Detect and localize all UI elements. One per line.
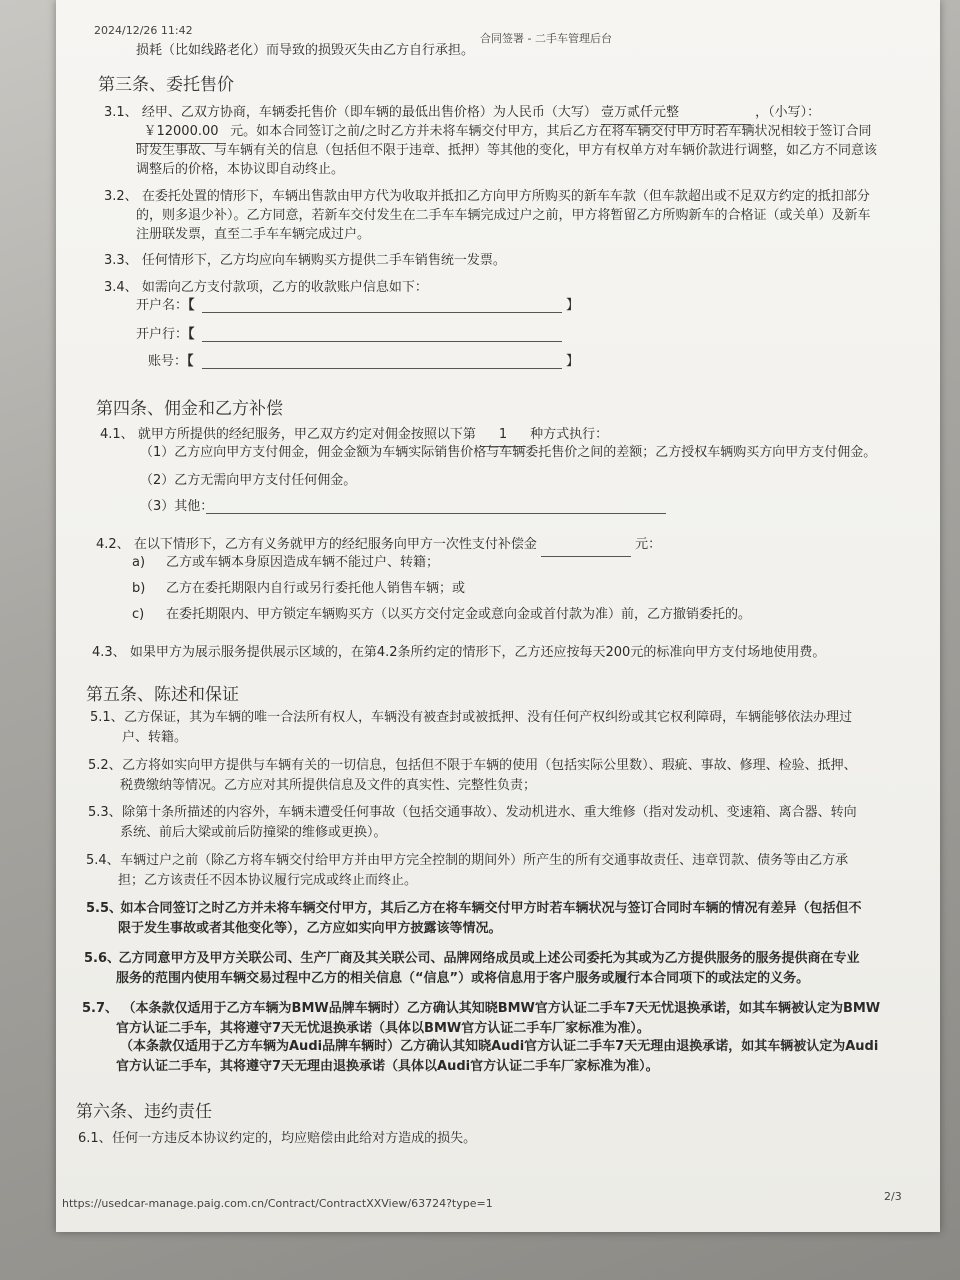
- clause-number: 5.3、: [88, 805, 122, 820]
- clause-number: 3.1、: [104, 105, 138, 120]
- bracket-close: 】: [566, 298, 580, 313]
- condition-b: b) 乙方在委托期限内自行或另行委托他人销售车辆；或: [132, 581, 466, 596]
- clause-text: 担；乙方该责任不因本协议履行完成或终止而终止。: [118, 873, 418, 888]
- account-name-field: [202, 312, 562, 313]
- clause-text: 任何一方违反本协议约定的，均应赔偿由此给对方造成的损失。: [112, 1131, 477, 1146]
- clause-text: 如需向乙方支付款项，乙方的收款账户信息如下：: [141, 280, 428, 295]
- commission-other-field: [206, 513, 666, 514]
- clause-text: 官方认证二手车，其将遵守7天无理由退换承诺（具体以Audi官方认证二手车厂家标准为准）。: [116, 1059, 659, 1074]
- clause-text: 经甲、乙双方协商，车辆委托售价（即车辆的最低出售价格）为人民币（大写）: [141, 105, 597, 120]
- clause-number: 3.2、: [104, 189, 138, 204]
- clause-text: 注册联发票，直至二手车车辆完成过户。: [136, 227, 371, 242]
- clause-text: 时发生事故、与车辆有关的信息（包括但不限于违章、抵押）等其他的变化，甲方有权单方对车辆价款进行调整，如乙方不同意该: [136, 143, 878, 158]
- clause-text: 在以下情形下，乙方有义务就甲方的经纪服务向甲方一次性支付补偿金: [133, 537, 537, 552]
- clause-text: 服务的范围内使用车辆交易过程中乙方的相关信息（“信息”）或将信息用于客户服务或履行本合同项下的或法定的义务。: [116, 971, 810, 986]
- print-datetime: 2024/12/26 11:42: [94, 24, 193, 37]
- article-5-heading: 第五条、陈述和保证: [86, 685, 239, 705]
- clause-number: 4.1、: [100, 427, 134, 442]
- clause-number: 5.6、: [84, 951, 121, 966]
- clause-text: 任何情形下，乙方均应向车辆购买方提供二手车销售统一发票。: [141, 253, 506, 268]
- article-4-heading: 第四条、佣金和乙方补偿: [96, 399, 283, 419]
- clause-5-4: [86, 850, 848, 872]
- clause-text: 元：: [635, 537, 662, 552]
- clause-text: 的，则多退少补）。乙方同意，若新车交付发生在二手车车辆完成过户之前，甲方将暂留乙方所购新车的合格证（或关单）及新车: [136, 208, 871, 223]
- clause-text: 官方认证二手车，其将遵守7天无忧退换承诺（具体以BMW官方认证二手车厂家标准为准）。: [116, 1021, 650, 1036]
- clause-5-3: [88, 802, 857, 824]
- clause-number: 5.7、: [82, 1001, 119, 1016]
- account-number-field: [202, 368, 562, 369]
- clause-number: 5.5、: [86, 901, 123, 916]
- print-page-title: 合同签署 - 二手车管理后台: [480, 32, 612, 45]
- bracket-close: 】: [566, 354, 580, 369]
- clause-5-2: [88, 755, 857, 777]
- account-name-row: 开户名：【: [136, 298, 195, 313]
- clause-5-5: [86, 898, 862, 920]
- clause-text: 限于发生事故或者其他变化等），乙方应如实向甲方披露该等情况。: [118, 921, 502, 936]
- commission-option-1: （1）乙方应向甲方支付佣金，佣金金额为车辆实际销售价格与车辆委托售价之间的差额；乙方授权车辆购买方向甲方支付佣金。: [140, 445, 877, 460]
- clause-text: 种方式执行：: [530, 427, 609, 442]
- condition-c: c) 在委托期限内、甲方锁定车辆购买方（以买方交付定金或意向金或首付款为准）前，乙方撤销委托的。: [132, 607, 752, 622]
- account-bank-field: [202, 341, 562, 342]
- contract-page: [56, 0, 940, 1232]
- price-lowercase-field: ￥12000.00: [136, 121, 226, 144]
- clause-5-7: [82, 998, 880, 1020]
- clause-text: 如果甲方为展示服务提供展示区域的，在第4.2条所约定的情形下，乙方还应按每天200元的标准向甲方支付场地使用费。: [129, 645, 826, 660]
- clause-6-1: [78, 1128, 476, 1150]
- clause-number: 4.3、: [92, 645, 126, 660]
- clause-number: 5.4、: [86, 853, 120, 868]
- article-6-heading: 第六条、违约责任: [76, 1102, 212, 1122]
- carry-over-line: 损耗（比如线路老化）而导致的损毁灭失由乙方自行承担。: [136, 43, 475, 58]
- account-bank-label: 开户行：: [136, 327, 189, 342]
- clause-text: （本条款仅适用于乙方车辆为Audi品牌车辆时）乙方确认其知晓Audi官方认证二手车7天无理由退换承诺，如其车辆被认定为Audi: [120, 1039, 879, 1054]
- clause-text: 元。如本合同签订之前/之时乙方并未将车辆交付甲方，其后乙方在将车辆交付甲方时若车辆状况相较于签订合同: [230, 124, 872, 139]
- clause-text: 在委托处置的情形下，车辆出售款由甲方代为收取并抵扣乙方向甲方所购买的新车车款（但车款超出或不足双方约定的抵扣部分: [141, 189, 870, 204]
- account-number-row: 账号：【: [148, 354, 194, 369]
- clause-text: 调整后的价格，本协议即自动终止。: [136, 162, 345, 177]
- clause-number: 4.2、: [96, 537, 130, 552]
- clause-4-3: [92, 642, 825, 664]
- clause-number: 5.1、: [90, 710, 124, 725]
- clause-5-1: [90, 707, 852, 729]
- clause-text: 税费缴纳等情况。乙方应对其所提供信息及文件的真实性、完整性负责；: [120, 778, 537, 793]
- article-3-heading: 第三条、委托售价: [98, 75, 234, 95]
- clause-text: ，（小写）：: [755, 105, 821, 120]
- clause-text: 系统、前后大梁或前后防撞梁的维修或更换）。: [120, 825, 387, 840]
- clause-text: 乙方保证，其为车辆的唯一合法所有权人，车辆没有被查封或被抵押、没有任何产权纠纷或其它权利障碍，车辆能够依法办理过: [124, 710, 853, 725]
- account-number-label: 账号：: [148, 354, 188, 369]
- clause-text: 如本合同签订之时乙方并未将车辆交付甲方，其后乙方在将车辆交付甲方时若车辆状况与签订合同时车辆的情况有差异（包括但不: [120, 901, 862, 916]
- clause-text: 乙方将如实向甲方提供与车辆有关的一切信息，包括但不限于车辆的使用（包括实际公里数）、瑕疵、事故、修理、检验、抵押、: [122, 758, 857, 773]
- account-name-label: 开户名：: [136, 298, 189, 313]
- commission-option-3: （3）其他：: [140, 499, 214, 514]
- account-bank-row: 开户行：【: [136, 327, 195, 342]
- clause-text: （本条款仅适用于乙方车辆为BMW品牌车辆时）乙方确认其知晓BMW官方认证二手车7天无忧退换承诺，如其车辆被认定为BMW: [122, 1001, 881, 1016]
- price-uppercase-field: 壹万贰仟元整: [601, 102, 751, 125]
- commission-method-field: 1: [480, 424, 526, 447]
- clause-text: 就甲方所提供的经纪服务，甲乙双方约定对佣金按照以下第: [137, 427, 476, 442]
- clause-number: 6.1、: [78, 1131, 112, 1146]
- clause-3-3: [104, 250, 506, 272]
- compensation-amount-field: [541, 534, 631, 557]
- clause-text: 除第十条所描述的内容外，车辆未遭受任何事故（包括交通事故）、发动机进水、重大维修（指对发动机、变速箱、离合器、转向: [122, 805, 857, 820]
- commission-option-2: （2）乙方无需向甲方支付任何佣金。: [140, 473, 357, 488]
- clause-number: 5.2、: [88, 758, 122, 773]
- condition-a: a) 乙方或车辆本身原因造成车辆不能过户、转籍；: [132, 555, 440, 570]
- clause-number: 3.3、: [104, 253, 138, 268]
- clause-text: 车辆过户之前（除乙方将车辆交付给甲方并由甲方完全控制的期间外）所产生的所有交通事故责任、违章罚款、债务等由乙方承: [120, 853, 849, 868]
- print-url: https://usedcar-manage.paig.com.cn/Contract/ContractXXView/63724?type=1: [62, 1197, 493, 1210]
- clause-text: 户、转籍。: [122, 730, 188, 745]
- page-number: 2/3: [884, 1190, 902, 1203]
- clause-number: 3.4、: [104, 280, 138, 295]
- clause-5-6: [84, 948, 860, 970]
- clause-text: 乙方同意甲方及甲方关联公司、生产厂商及其关联公司、品牌网络成员或上述公司委托为其或为乙方提供服务的服务提供商在专业: [118, 951, 860, 966]
